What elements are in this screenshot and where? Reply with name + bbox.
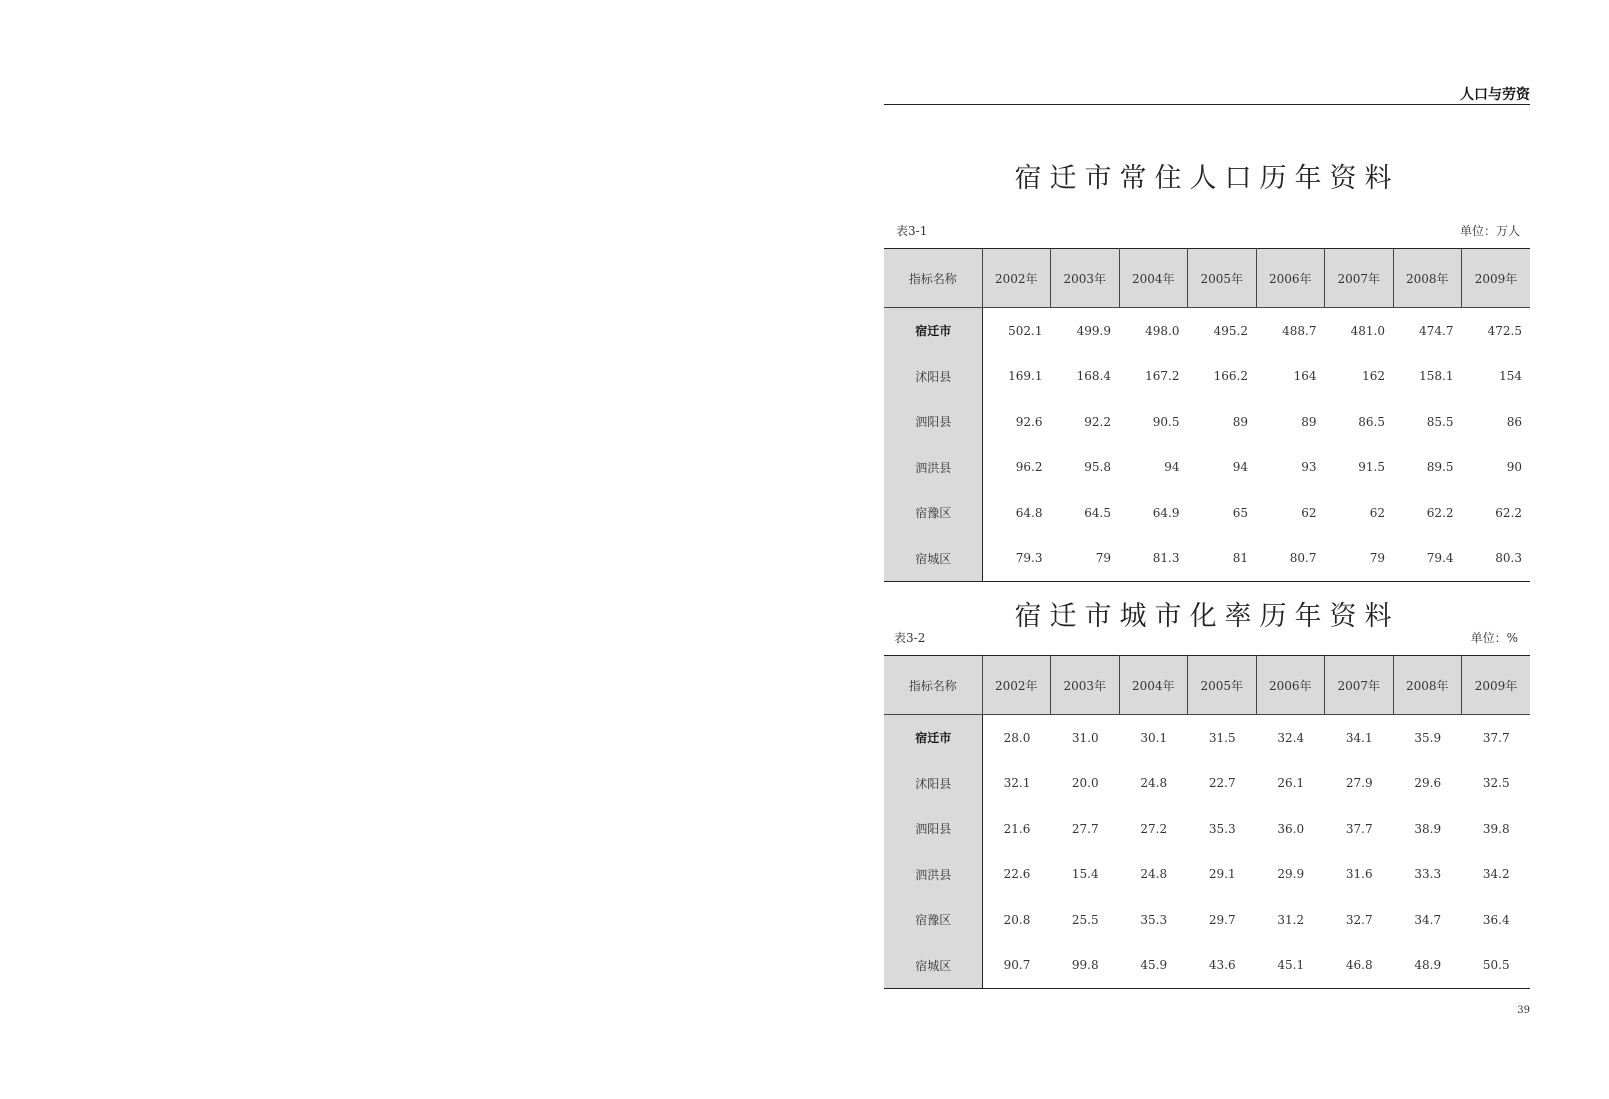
data-cell: 498.0 <box>1145 323 1180 338</box>
header-cell-year: 2008年 <box>1393 656 1462 715</box>
data-cell: 31.0 <box>1071 730 1099 745</box>
data-cell: 26.1 <box>1277 776 1305 791</box>
data-cell: 32.5 <box>1482 776 1510 791</box>
table1-title: 宿迁市常住人口历年资料 <box>1014 163 1400 194</box>
data-cell: 89 <box>1301 414 1317 429</box>
data-cell: 86.5 <box>1358 414 1385 429</box>
data-cell: 35.9 <box>1414 730 1442 745</box>
data-cell: 24.8 <box>1140 776 1168 791</box>
data-cell: 29.6 <box>1414 776 1442 791</box>
data-cell: 158.1 <box>1419 369 1454 384</box>
page-number: 39 <box>1517 1005 1530 1016</box>
data-cell: 48.9 <box>1393 943 1462 989</box>
data-cell: 28.0 <box>1003 730 1031 745</box>
data-cell: 31.2 <box>1277 912 1305 927</box>
table1-unit: 单位：万人 <box>1459 224 1520 238</box>
data-cell: 79.3 <box>982 536 1051 582</box>
data-cell: 31.6 <box>1345 867 1373 882</box>
header-cell-year: 2008年 <box>1393 249 1462 308</box>
data-cell: 99.8 <box>1051 943 1120 989</box>
data-cell: 24.8 <box>1140 867 1168 882</box>
urbanization-table <box>884 655 1530 989</box>
data-cell: 22.6 <box>1003 867 1031 882</box>
data-cell: 32.7 <box>1345 912 1373 927</box>
data-cell: 169.1 <box>1008 369 1043 384</box>
table-row <box>884 852 1530 898</box>
data-cell: 89 <box>1232 414 1248 429</box>
table2-title: 宿迁市城市化率历年资料 <box>1014 601 1400 632</box>
data-cell: 64.9 <box>1152 505 1180 520</box>
data-cell: 89.5 <box>1426 460 1454 475</box>
table-row <box>884 445 1530 491</box>
data-cell: 62 <box>1369 505 1385 520</box>
data-cell: 32.4 <box>1277 730 1305 745</box>
row-header-cell: 宿豫区 <box>884 897 982 943</box>
header-cell-year: 2005年 <box>1188 249 1257 308</box>
data-cell: 45.1 <box>1256 943 1325 989</box>
data-cell: 94 <box>1164 460 1180 475</box>
header-cell-year: 2007年 <box>1325 656 1394 715</box>
data-cell: 90.5 <box>1152 414 1180 429</box>
header-cell-year: 2002年 <box>982 656 1051 715</box>
data-cell: 502.1 <box>1008 323 1043 338</box>
data-cell: 22.7 <box>1208 776 1236 791</box>
data-cell: 20.0 <box>1071 776 1099 791</box>
data-cell: 81.3 <box>1119 536 1188 582</box>
table-row <box>884 943 1530 989</box>
header-rule <box>884 104 1530 105</box>
data-cell: 29.1 <box>1208 867 1236 882</box>
data-cell: 21.6 <box>1003 821 1031 836</box>
data-cell: 64.5 <box>1084 505 1111 520</box>
header-cell-year: 2007年 <box>1325 249 1394 308</box>
data-cell: 37.7 <box>1345 821 1373 836</box>
data-cell: 499.9 <box>1076 323 1111 338</box>
data-cell: 34.1 <box>1345 730 1373 745</box>
header-cell-indicator: 指标名称 <box>884 656 982 715</box>
data-cell: 38.9 <box>1414 821 1442 836</box>
data-cell: 29.9 <box>1277 867 1305 882</box>
row-header-cell: 泗洪县 <box>884 852 982 898</box>
data-cell: 36.0 <box>1277 821 1305 836</box>
data-cell: 31.5 <box>1208 730 1236 745</box>
data-cell: 92.2 <box>1084 414 1111 429</box>
data-cell: 92.6 <box>1015 414 1043 429</box>
data-cell: 64.8 <box>1015 505 1043 520</box>
data-cell: 27.9 <box>1345 776 1373 791</box>
table2-label: 表3-2 <box>894 631 926 645</box>
data-cell: 164 <box>1293 369 1317 384</box>
row-header-cell: 泗阳县 <box>884 806 982 852</box>
data-cell: 46.8 <box>1325 943 1394 989</box>
data-cell: 495.2 <box>1213 323 1248 338</box>
data-cell: 62.2 <box>1495 505 1522 520</box>
row-header-cell: 宿迁市 <box>884 308 982 354</box>
header-cell-year: 2003年 <box>1051 656 1120 715</box>
table-row <box>884 761 1530 807</box>
data-cell: 27.2 <box>1140 821 1168 836</box>
data-cell: 474.7 <box>1419 323 1454 338</box>
data-cell: 30.1 <box>1140 730 1168 745</box>
data-cell: 93 <box>1301 460 1317 475</box>
data-cell: 25.5 <box>1071 912 1099 927</box>
table-row <box>884 399 1530 445</box>
header-cell-year: 2004年 <box>1119 249 1188 308</box>
data-cell: 45.9 <box>1119 943 1188 989</box>
data-cell: 86 <box>1506 414 1522 429</box>
section-header-title: 人口与劳资 <box>1460 87 1530 103</box>
data-cell: 29.7 <box>1208 912 1236 927</box>
data-cell: 15.4 <box>1071 867 1099 882</box>
row-header-cell: 泗洪县 <box>884 445 982 491</box>
data-cell: 85.5 <box>1426 414 1454 429</box>
data-cell: 167.2 <box>1145 369 1180 384</box>
data-cell: 94 <box>1232 460 1248 475</box>
table-row <box>884 354 1530 400</box>
data-cell: 96.2 <box>1015 460 1043 475</box>
header-cell-year: 2002年 <box>982 249 1051 308</box>
table-row <box>884 715 1530 761</box>
data-cell: 36.4 <box>1482 912 1510 927</box>
data-cell: 39.8 <box>1482 821 1510 836</box>
row-header-cell: 沭阳县 <box>884 761 982 807</box>
data-cell: 79.4 <box>1393 536 1462 582</box>
data-cell: 35.3 <box>1140 912 1168 927</box>
data-cell: 33.3 <box>1414 867 1442 882</box>
data-cell: 34.7 <box>1414 912 1442 927</box>
data-cell: 32.1 <box>1003 776 1031 791</box>
table2-unit: 单位：% <box>1470 631 1518 645</box>
data-cell: 91.5 <box>1358 460 1385 475</box>
header-cell-indicator: 指标名称 <box>884 249 982 308</box>
data-cell: 35.3 <box>1208 821 1236 836</box>
header-cell-year: 2005年 <box>1188 656 1257 715</box>
data-cell: 168.4 <box>1076 369 1111 384</box>
data-cell: 20.8 <box>1003 912 1031 927</box>
data-cell: 472.5 <box>1487 323 1522 338</box>
data-cell: 79 <box>1325 536 1394 582</box>
data-cell: 50.5 <box>1462 943 1531 989</box>
data-cell: 27.7 <box>1071 821 1099 836</box>
data-cell: 162 <box>1362 369 1385 384</box>
data-cell: 62 <box>1301 505 1317 520</box>
table-row <box>884 308 1530 354</box>
data-cell: 481.0 <box>1350 323 1385 338</box>
header-cell-year: 2009年 <box>1462 249 1531 308</box>
row-header-cell: 宿豫区 <box>884 490 982 536</box>
header-cell-year: 2006年 <box>1256 249 1325 308</box>
row-header-cell: 宿城区 <box>884 536 982 582</box>
row-header-cell: 泗阳县 <box>884 399 982 445</box>
data-cell: 154 <box>1499 369 1522 384</box>
data-cell: 34.2 <box>1482 867 1510 882</box>
header-cell-year: 2009年 <box>1462 656 1531 715</box>
data-cell: 81 <box>1188 536 1257 582</box>
data-cell: 43.6 <box>1188 943 1257 989</box>
row-header-cell: 沭阳县 <box>884 354 982 400</box>
data-cell: 90 <box>1506 460 1522 475</box>
data-cell: 80.7 <box>1256 536 1325 582</box>
data-cell: 65 <box>1232 505 1248 520</box>
header-cell-year: 2003年 <box>1051 249 1120 308</box>
row-header-cell: 宿迁市 <box>884 715 982 761</box>
header-cell-year: 2006年 <box>1256 656 1325 715</box>
data-cell: 37.7 <box>1482 730 1510 745</box>
data-cell: 79 <box>1051 536 1120 582</box>
header-cell-year: 2004年 <box>1119 656 1188 715</box>
table-row <box>884 897 1530 943</box>
table-row <box>884 806 1530 852</box>
table-row <box>884 490 1530 536</box>
data-cell: 90.7 <box>982 943 1051 989</box>
table-row <box>884 536 1530 582</box>
row-header-cell: 宿城区 <box>884 943 982 989</box>
data-cell: 80.3 <box>1462 536 1531 582</box>
data-cell: 166.2 <box>1213 369 1248 384</box>
data-cell: 95.8 <box>1084 460 1111 475</box>
data-cell: 62.2 <box>1426 505 1454 520</box>
population-table <box>884 248 1530 582</box>
table1-label: 表3-1 <box>896 224 928 238</box>
data-cell: 488.7 <box>1282 323 1317 338</box>
